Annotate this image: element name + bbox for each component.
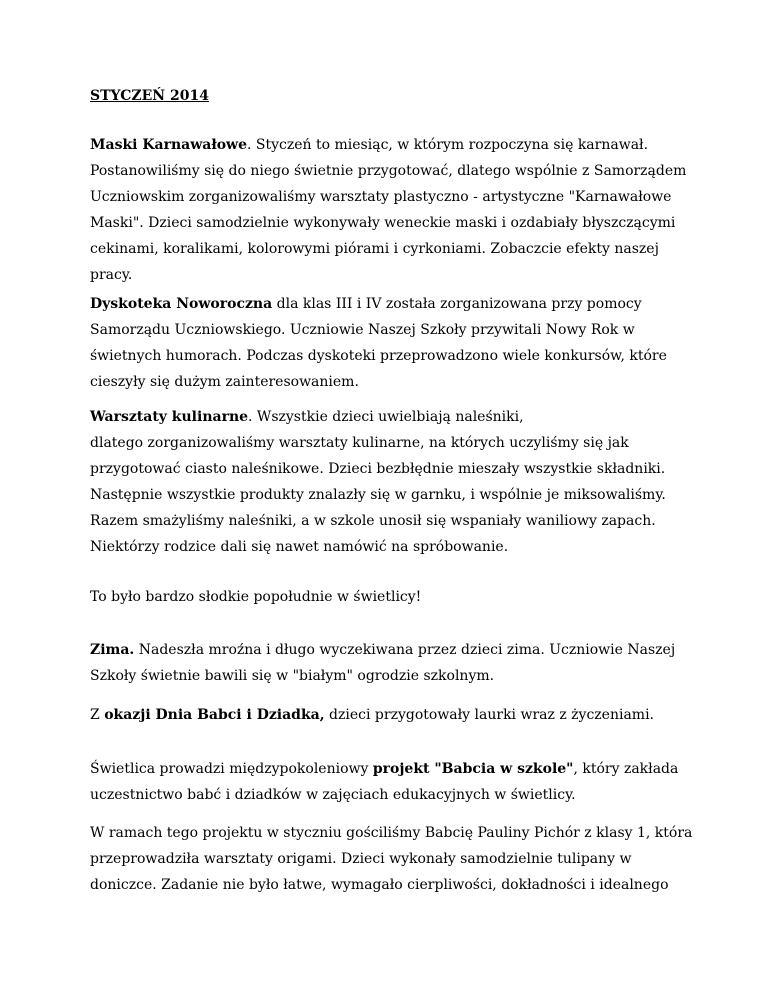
paragraph-line bbox=[90, 132, 710, 158]
zima-title: Zima. bbox=[90, 642, 135, 658]
maski-title: Maski Karnawałowe bbox=[90, 137, 248, 153]
dyskoteka-title: Dyskoteka Noworoczna bbox=[90, 296, 273, 312]
zima-line-1: Szkoły świetnie bawili się w "białym" ogrodzie szkolnym. bbox=[90, 668, 495, 684]
zima-line-0: Nadeszła mroźna i długo wyczekiwana przez dzieci zima. Uczniowie Naszej bbox=[134, 642, 676, 658]
paragraph-maski bbox=[90, 132, 710, 288]
dzien-babci-suffix: dzieci przygotowały laurki wraz z życzeniami. bbox=[324, 707, 654, 723]
paragraph-origami bbox=[90, 820, 710, 898]
origami-line-0: W ramach tego projektu w styczniu gościliśmy Babcię Pauliny Pichór z klasy 1, która bbox=[90, 825, 693, 841]
paragraph-line bbox=[90, 291, 710, 317]
maski-line-5: pracy. bbox=[90, 267, 133, 283]
projekt-title: projekt "Babcia w szkole" bbox=[372, 761, 574, 777]
maski-line-3: Maski". Dzieci samodzielnie wykonywały weneckie maski i ozdabiały błyszczącymi bbox=[90, 215, 676, 231]
dyskoteka-line-2: świetnych humorach. Podczas dyskoteki przeprowadzono wiele konkursów, które bbox=[90, 348, 667, 364]
origami-line-1: przeprowadziła warsztaty origami. Dzieci wykonały samodzielnie tulipany w bbox=[90, 851, 632, 867]
dyskoteka-line-0: dla klas III i IV została zorganizowana przy pomocy bbox=[272, 296, 642, 312]
warsztaty-line-1: dlatego zorganizowaliśmy warsztaty kulinarne, na których uczyliśmy się jak bbox=[90, 435, 629, 451]
warsztaty-line-0: . Wszystkie dzieci uwielbiają naleśniki, bbox=[248, 409, 524, 425]
paragraph-line bbox=[90, 756, 710, 782]
projekt-prefix: Świetlica prowadzi międzypokoleniowy bbox=[90, 761, 373, 777]
maski-line-2: Uczniowskim zorganizowaliśmy warsztaty plastyczno - artystyczne "Karnawałowe bbox=[90, 189, 672, 205]
paragraph-line bbox=[90, 404, 710, 430]
warsztaty-line-5: Niektórzy rodzice dali się nawet namówić na spróbowanie. bbox=[90, 539, 509, 555]
dyskoteka-line-3: cieszyły się dużym zainteresowaniem. bbox=[90, 374, 359, 390]
projekt-suffix: , który zakłada bbox=[573, 761, 679, 777]
projekt-line-2: uczestnictwo babć i dziadków w zajęciach edukacyjnych w świetlicy. bbox=[90, 787, 576, 803]
paragraph-zima bbox=[90, 637, 710, 689]
maski-line-1: Postanowiliśmy się do niego świetnie przygotować, dlatego wspólnie z Samorządem bbox=[90, 163, 687, 179]
page-heading: STYCZEŃ 2014 bbox=[90, 88, 209, 104]
maski-line-0: . Styczeń to miesiąc, w którym rozpoczyna się karnawał. bbox=[247, 137, 649, 153]
warsztaty-line-3: Następnie wszystkie produkty znalazły się w garnku, i wspólnie je miksowaliśmy. bbox=[90, 487, 666, 503]
slodkie-line: To było bardzo słodkie popołudnie w świetlicy! bbox=[90, 589, 422, 605]
warsztaty-line-2: przygotować ciasto naleśnikowe. Dzieci bezbłędnie mieszały wszystkie składniki. bbox=[90, 461, 666, 477]
origami-line-2: doniczce. Zadanie nie było łatwe, wymagało cierpliwości, dokładności i idealnego bbox=[90, 877, 669, 893]
dzien-babci-prefix: Z bbox=[90, 707, 105, 723]
paragraph-dzien-babci bbox=[90, 702, 710, 728]
dzien-babci-title: okazji Dnia Babci i Dziadka, bbox=[104, 707, 325, 723]
paragraph-dyskoteka bbox=[90, 291, 710, 395]
warsztaty-line-4: Razem smażyliśmy naleśniki, a w szkole unosił się wspaniały waniliowy zapach. bbox=[90, 513, 656, 529]
paragraph-slodkie bbox=[90, 584, 710, 610]
dyskoteka-line-1: Samorządu Uczniowskiego. Uczniowie Naszej Szkoły przywitali Nowy Rok w bbox=[90, 322, 635, 338]
warsztaty-title: Warsztaty kulinarne bbox=[90, 409, 249, 425]
paragraph-line bbox=[90, 637, 710, 663]
paragraph-projekt bbox=[90, 756, 710, 808]
paragraph-line bbox=[90, 702, 710, 728]
maski-line-4: cekinami, koralikami, kolorowymi piórami i cyrkoniami. Zobaczcie efekty naszej bbox=[90, 241, 659, 257]
paragraph-warsztaty bbox=[90, 404, 710, 560]
